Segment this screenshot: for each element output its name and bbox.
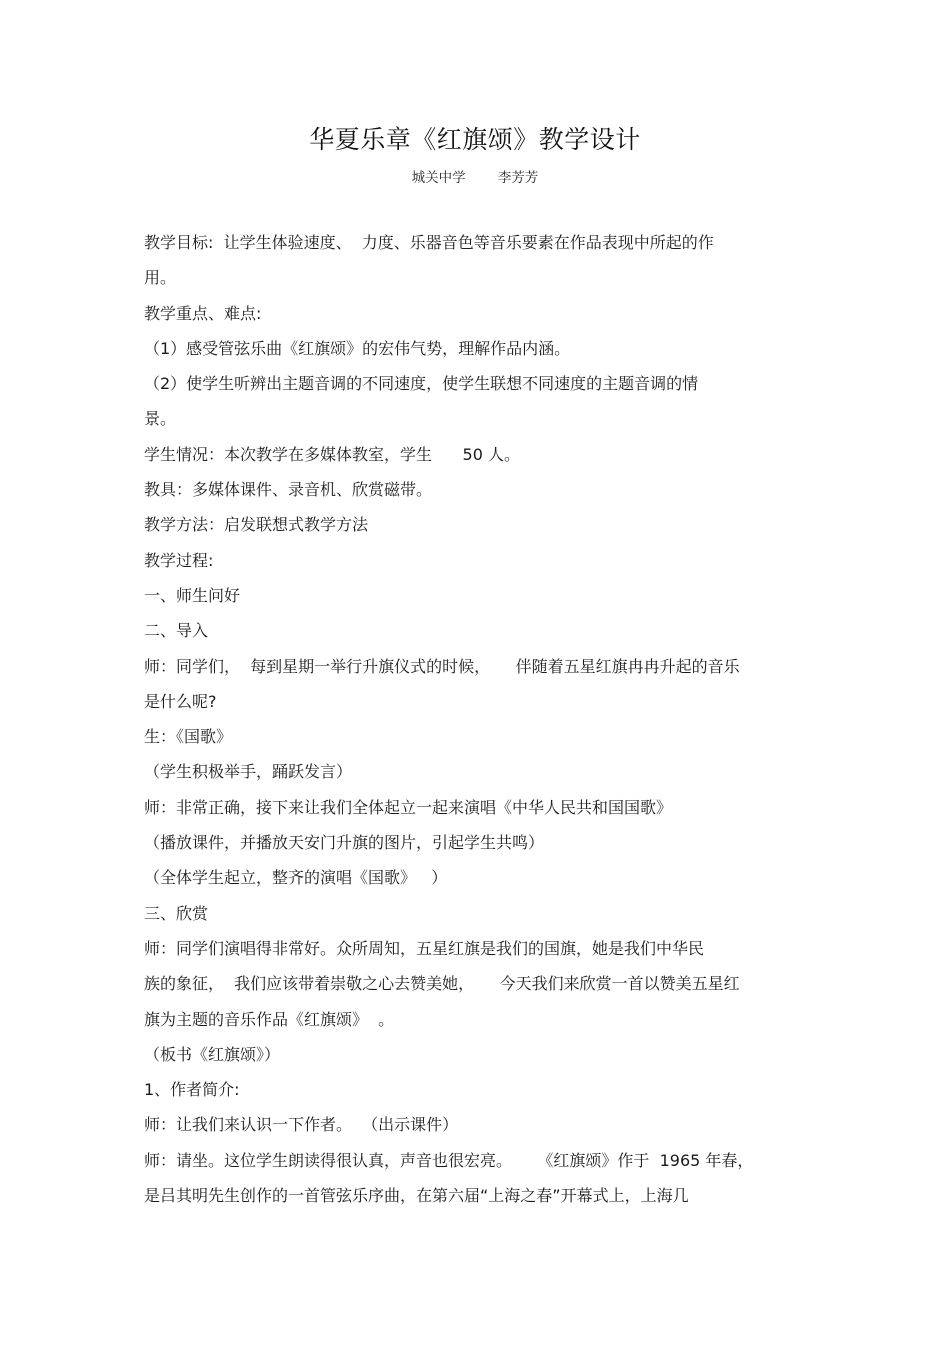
paragraph-line: 教具：多媒体课件、录音机、欣赏磁带。: [144, 480, 433, 500]
paragraph-line: 用。: [144, 268, 177, 288]
paragraph-line: 师：同学们演唱得非常好。众所周知，五星红旗是我们的国旗，她是我们中华民: [144, 938, 705, 958]
paragraph-line: 一、师生问好: [144, 585, 241, 605]
paragraph-line: （1）感受管弦乐曲《红旗颂》的宏伟气势，理解作品内涵。: [144, 338, 571, 358]
paragraph-line: 1、作者简介:: [144, 1080, 240, 1100]
school-name: 城关中学: [411, 170, 466, 186]
paragraph-line: 教学重点、难点:: [144, 303, 262, 323]
paragraph-line: 教学过程:: [144, 550, 214, 570]
paragraph-line: 生：《国歌》: [144, 727, 233, 747]
document-body: [144, 225, 814, 1213]
paragraph-line: （2）使学生听辨出主题音调的不同速度，使学生联想不同速度的主题音调的情: [144, 374, 699, 394]
paragraph-line: 是什么呢?: [144, 691, 217, 711]
paragraph-line: 师：同学们， 每到星期一举行升旗仪式的时候， 伴随着五星红旗冉冉升起的音乐: [144, 656, 740, 676]
paragraph-line: （学生积极举手，踊跃发言）: [144, 762, 353, 782]
page-title: 华夏乐章《红旗颂》教学设计: [309, 125, 641, 154]
byline: [0, 168, 950, 188]
paragraph-line: 三、欣赏: [144, 903, 209, 923]
paragraph-line: 二、导入: [144, 621, 209, 641]
paragraph-line: 教学目标: 让学生体验速度、 力度、乐器音色等音乐要素在作品表现中所起的作: [144, 233, 714, 252]
paragraph-line: （板书《红旗颂》）: [144, 1044, 281, 1064]
paragraph-line: 族的象征， 我们应该带着崇敬之心去赞美她， 今天我们来欣赏一首以赞美五星红: [144, 974, 740, 994]
paragraph-line: 师：让我们来认识一下作者。 （出示课件）: [144, 1115, 459, 1135]
paragraph-line: （播放课件，并播放天安门升旗的图片，引起学生共鸣）: [144, 833, 545, 853]
paragraph-line: 是吕其明先生创作的一首管弦乐序曲，在第六届“上海之春”开幕式上，上海几: [144, 1186, 689, 1206]
paragraph-line: 旗为主题的音乐作品《红旗颂》 。: [144, 1009, 395, 1029]
paragraph-line: 景。: [144, 409, 177, 429]
paragraph-line: （全体学生起立，整齐的演唱《国歌》 ）: [144, 868, 448, 888]
paragraph-line: 教学方法：启发联想式教学方法: [144, 515, 369, 535]
paragraph-line: 师：非常正确，接下来让我们全体起立一起来演唱《中华人民共和国国歌》: [144, 797, 673, 817]
paragraph-line: 师：请坐。这位学生朗读得很认真，声音也很宏亮。 《红旗颂》作于 1965 年春，: [144, 1150, 754, 1170]
paragraph-line: 学生情况：本次教学在多媒体教室，学生 50 人。: [144, 444, 520, 464]
author-name: 李芳芳: [497, 170, 539, 186]
